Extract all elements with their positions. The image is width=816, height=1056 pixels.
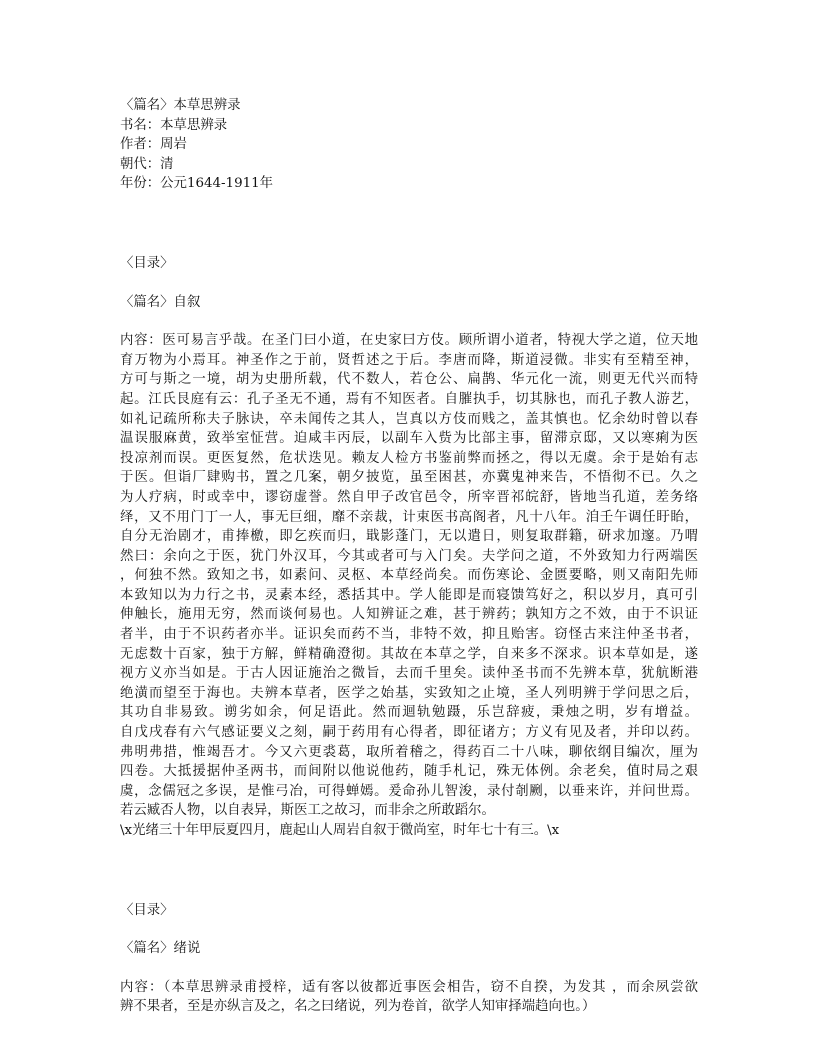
text-line: 方可与斯之一境，胡为史册所载，代不数人，若仓公、扁鹊、华元化一流，则更无代兴而特 — [120, 372, 698, 388]
text-line: 自分无治剧才，甫捧檄，即乞疾而归，戢影蓬门，无以遣日，则复取群籍，研求加邃。乃喟 — [120, 529, 698, 545]
text-line: 自戊戌春有六气感证要义之刻，嗣于药用有心得者，即征诸方；方义有见及者，并印以药。 — [120, 725, 698, 741]
years: 年份：公元1644-1911年 — [120, 176, 274, 192]
text-line: 辨不果者，至是亦纵言及之，名之曰绪说，列为卷首，欲学人知审择端趋向也。） — [120, 999, 596, 1015]
text-line: 弗明弗措，惟竭吾才。今又六更裘葛，取所着稽之，得药百二十八味，聊依纲目编次，厘为 — [120, 744, 698, 760]
text-line: 温误服麻黄，致举室怔营。迫咸丰丙辰，以副车入赀为比部主事，留滞京邸，又以寒痢为医 — [120, 431, 698, 447]
chapter-heading: 〈篇名〉绪说 — [120, 941, 201, 957]
document-page — [120, 96, 698, 1017]
author-name: 作者：周岩 — [120, 137, 187, 153]
book-metadata — [120, 96, 698, 194]
introduction-body — [120, 978, 698, 1017]
text-line: 绎，又不用门丁一人，事无巨细，靡不亲裁，计束医书高阁者，凡十八年。洎壬午调任盱眙， — [120, 509, 698, 525]
text-line: 于医。但诣厂肆购书，置之几案，朝夕披览，虽至困甚，亦冀鬼神来告，不悟彻不已。久之 — [120, 470, 698, 486]
dynasty: 朝代：清 — [120, 156, 174, 172]
text-line: 如礼记疏所称夫子脉诀，卒未闻传之其人，岂真以方伎而贱之，盖其慎也。忆余幼时曾以春 — [120, 411, 698, 427]
text-line: 其功自非易致。谫劣如余，何足语此。然而迴轨勉蹑，乐岂辞疲，秉烛之明，岁有增益。 — [120, 705, 698, 721]
text-line: 四卷。大抵援据仲圣两书，而间附以他说他药，随手札记，殊无体例。余老矣，值时局之艰 — [120, 764, 698, 780]
text-line: 起。江氏艮庭有云：孔子圣无不通，焉有不知医者。自膗执手，切其脉也，而孔子教人游艺， — [120, 391, 698, 407]
toc-heading: 〈目录〉 — [120, 902, 174, 918]
text-line: 育万物为小焉耳。神圣作之于前，贤哲述之于后。李唐而降，斯道浸微。非实有至精至神， — [120, 352, 698, 368]
text-line: 为人疗病，时或幸中，谬窃虚誉。然自甲子改官邑令，所宰晋祁皖舒，皆地当孔道，差务络 — [120, 489, 698, 505]
text-line: 无虑数十百家，独于方解，鲜精确澄彻。其故在本草之学，自来多不深求。识本草如是，遂 — [120, 646, 698, 662]
text-line: 虞，念儒冠之多误，是惟弓冶，可得蝉嫣。爰命孙儿智浚，录付剞劂，以垂来许，并问世焉。 — [120, 783, 698, 799]
text-line: 本致知以为力行之书，灵素本经，悉括其中。学人能即是而寝馈笃好之，积以岁月，真可引 — [120, 587, 698, 603]
section-preface — [120, 254, 698, 841]
preface-body — [120, 331, 698, 821]
book-name: 书名：本草思辨录 — [120, 117, 228, 133]
text-line: 内容：医可易言乎哉。在圣门曰小道，在史家曰方伎。顾所谓小道者，特视大学之道，位天地 — [120, 333, 698, 349]
text-line: 然曰：余向之于医，犹门外汉耳，今其或者可与入门矣。夫学问之道，不外致知力行两端医 — [120, 548, 698, 564]
chapter-title-tag: 〈篇名〉本草思辨录 — [120, 98, 241, 113]
preface-closing: \x光绪三十年甲辰夏四月，鹿起山人周岩自叙于微尚室，时年七十有三。\x — [120, 823, 560, 838]
text-line: 若云臧否人物，以自表异，斯医工之故习，而非余之所敢蹈尔。 — [120, 803, 495, 819]
chapter-heading: 〈篇名〉自叙 — [120, 294, 201, 310]
text-line: 者半，由于不识药者亦半。证识矣而药不当，非特不效，抑且贻害。窃怪古来注仲圣书者， — [120, 627, 698, 643]
toc-heading: 〈目录〉 — [120, 255, 174, 271]
text-line: 视方义亦当如是。于古人因证施治之微旨，去而千里矣。读仲圣书而不先辨本草，犹航断港 — [120, 666, 698, 682]
text-line: 绝潢而望至于海也。夫辨本草者，医学之始基，实致知之止境，圣人列明辨于学问思之后， — [120, 685, 698, 701]
text-line: ，何独不然。致知之书，如素问、灵枢、本草经尚矣。而伤寒论、金匮要略，则又南阳先师 — [120, 568, 698, 584]
text-line: 伸触长，施用无穷，然而谈何易也。人知辨证之难，甚于辨药；孰知方之不效，由于不识证 — [120, 607, 698, 623]
section-introduction — [120, 901, 698, 1017]
text-line: 内容：（本草思辨录甫授梓，适有客以彼都近事医会相告，窃不自揆，为发其 ，而余夙尝欲 — [120, 979, 698, 995]
text-line: 投凉剂而误。更医复然，危状迭见。赖友人检方书鉴前弊而拯之，得以无虞。余于是始有志 — [120, 450, 698, 466]
